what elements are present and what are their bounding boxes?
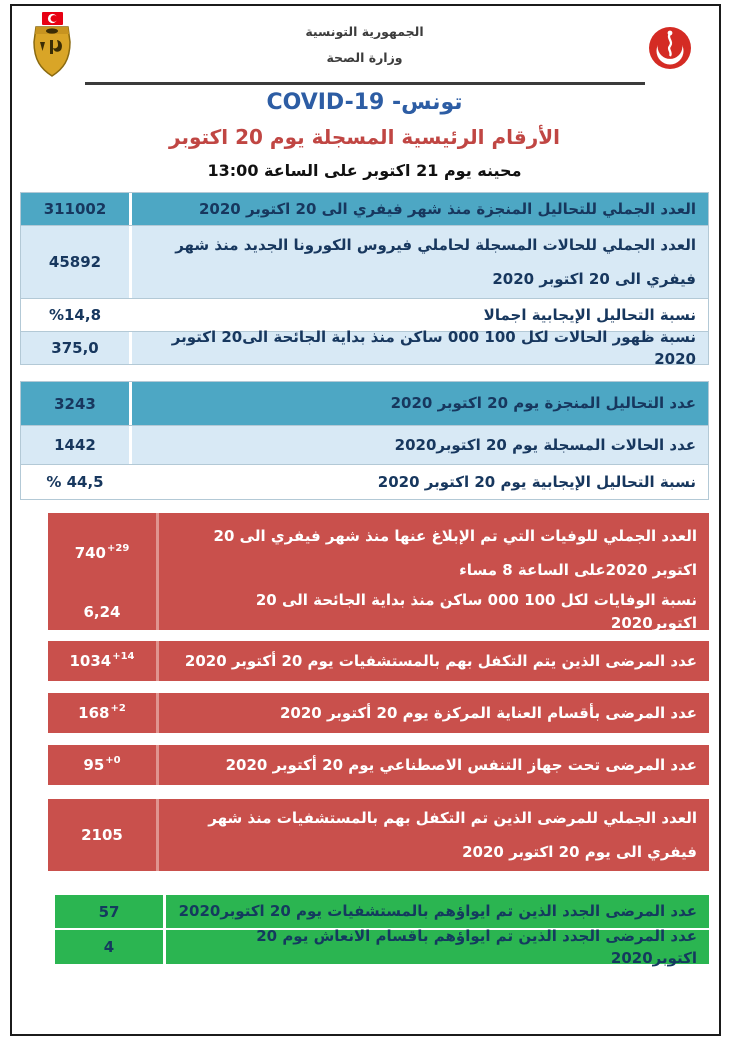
- table-row: [48, 641, 709, 681]
- stat-value: [48, 756, 156, 774]
- updated-timestamp: محينه يوم 21 اكتوبر على الساعة 13:00: [207, 161, 522, 180]
- table-row: [20, 425, 709, 465]
- stat-label: العدد الجملي للتحاليل المنجزة منذ شهر فيفري الى 20 اكتوبر 2020: [198, 199, 696, 218]
- daily-delta: +29: [107, 543, 130, 554]
- table-row: [48, 593, 709, 630]
- stat-value: 3243: [54, 394, 96, 413]
- ministry-name: وزارة الصحة: [326, 50, 403, 65]
- stat-label: عدد المرضى الجدد الذين تم ايواؤهم باقسام الانعاش يوم 20 اكتوبر2020: [256, 926, 697, 967]
- stat-label: العدد الجملي للمرضى الذين تم التكفل بهم بالمستشفيات منذ شهر فيفري الى يوم 20 اكتوبر 2020: [208, 808, 697, 861]
- stat-value: 45892: [48, 253, 102, 271]
- stats-content: [0, 192, 729, 967]
- admissions-table: [55, 895, 709, 967]
- stat-value: %14,8: [48, 306, 102, 324]
- value-number: 95: [83, 756, 105, 774]
- stat-label: العدد الجملي للحالات المسجلة لحاملي فيروس الكورونا الجديد منذ شهر فيفري الى 20 اكتوبر 2020: [175, 235, 696, 288]
- daily-delta: +0: [105, 755, 121, 766]
- stat-label: نسبة الوفايات لكل 100 000 ساكن منذ بداية الجائحة الى 20 اكتوبر2020: [255, 591, 697, 632]
- stat-value: [48, 544, 156, 562]
- ministry-of-health-logo-icon: [647, 25, 693, 75]
- daily-table: [20, 381, 709, 500]
- stat-label: عدد المرضى بأقسام العناية المركزة يوم 20 أكتوبر 2020: [279, 703, 697, 722]
- table-row: [20, 192, 709, 226]
- table-row: [48, 513, 709, 593]
- stat-value: 375,0: [51, 339, 99, 357]
- table-row: [20, 327, 709, 368]
- table-row: [48, 745, 709, 785]
- republic-name: الجمهورية التونسية: [305, 24, 424, 39]
- hospitalized-row: [48, 641, 709, 681]
- stat-value: [48, 704, 156, 722]
- stat-label: عدد المرضى الجدد الذين تم ايواؤهم بالمستشفيات يوم 20 اكتوبر2020: [178, 902, 697, 921]
- stat-value: 6,24: [83, 602, 121, 621]
- stat-label: نسبة ظهور الحالات لكل 100 000 ساكن منذ بداية الجائحة الى20 اكتوبر 2020: [171, 327, 696, 368]
- ministry-header-text: [0, 24, 729, 65]
- table-row: [20, 464, 709, 500]
- cumulative-hospitalized-row: [48, 799, 709, 871]
- table-row: [20, 381, 709, 426]
- ventilator-row: [48, 745, 709, 785]
- table-row: [55, 926, 709, 967]
- table-row: [48, 693, 709, 733]
- stat-value: 57: [98, 902, 120, 921]
- page-title: COVID-19 -تونس: [266, 90, 463, 115]
- stat-value: [48, 652, 156, 670]
- table-row: [20, 225, 709, 299]
- stat-value: 311002: [43, 200, 107, 218]
- stat-label: نسبة التحاليل الإيجابية يوم 20 اكتوبر 2020: [377, 472, 696, 491]
- stat-label: عدد الحالات المسجلة يوم 20 اكتوبر2020: [394, 435, 696, 454]
- header-rule: [85, 82, 645, 85]
- daily-delta: +2: [110, 703, 126, 714]
- stat-value: 2105: [81, 826, 123, 844]
- icu-row: [48, 693, 709, 733]
- daily-delta: +14: [112, 651, 135, 662]
- table-row: [55, 895, 709, 928]
- stat-value: % 44,5: [46, 473, 104, 491]
- value-number: 740: [74, 544, 106, 562]
- stat-value: 1442: [54, 436, 96, 454]
- value-number: 1034: [69, 652, 112, 670]
- table-row: [48, 799, 709, 871]
- stat-label: نسبة التحاليل الإيجابية اجمالا: [483, 305, 696, 324]
- cumulative-table: [20, 192, 709, 368]
- stat-value: 4: [103, 938, 115, 956]
- page-subtitle: الأرقام الرئيسية المسجلة يوم 20 اكتوبر: [169, 125, 560, 149]
- stat-label: عدد المرضى الذين يتم التكفل بهم بالمستشفيات يوم 20 أكتوبر 2020: [184, 651, 697, 670]
- stat-label: عدد التحاليل المنجزة يوم 20 اكتوبر 2020: [390, 394, 696, 413]
- value-number: 168: [78, 704, 110, 722]
- stat-label: العدد الجملي للوفيات التي تم الإبلاغ عنها منذ شهر فيفري الى 20 اكتوبر 2020على الساعة 8 مساء: [213, 526, 697, 579]
- deaths-table: [48, 513, 709, 630]
- stat-label: عدد المرضى تحت جهاز التنفس الاصطناعي يوم 20 أكتوبر 2020: [225, 755, 697, 774]
